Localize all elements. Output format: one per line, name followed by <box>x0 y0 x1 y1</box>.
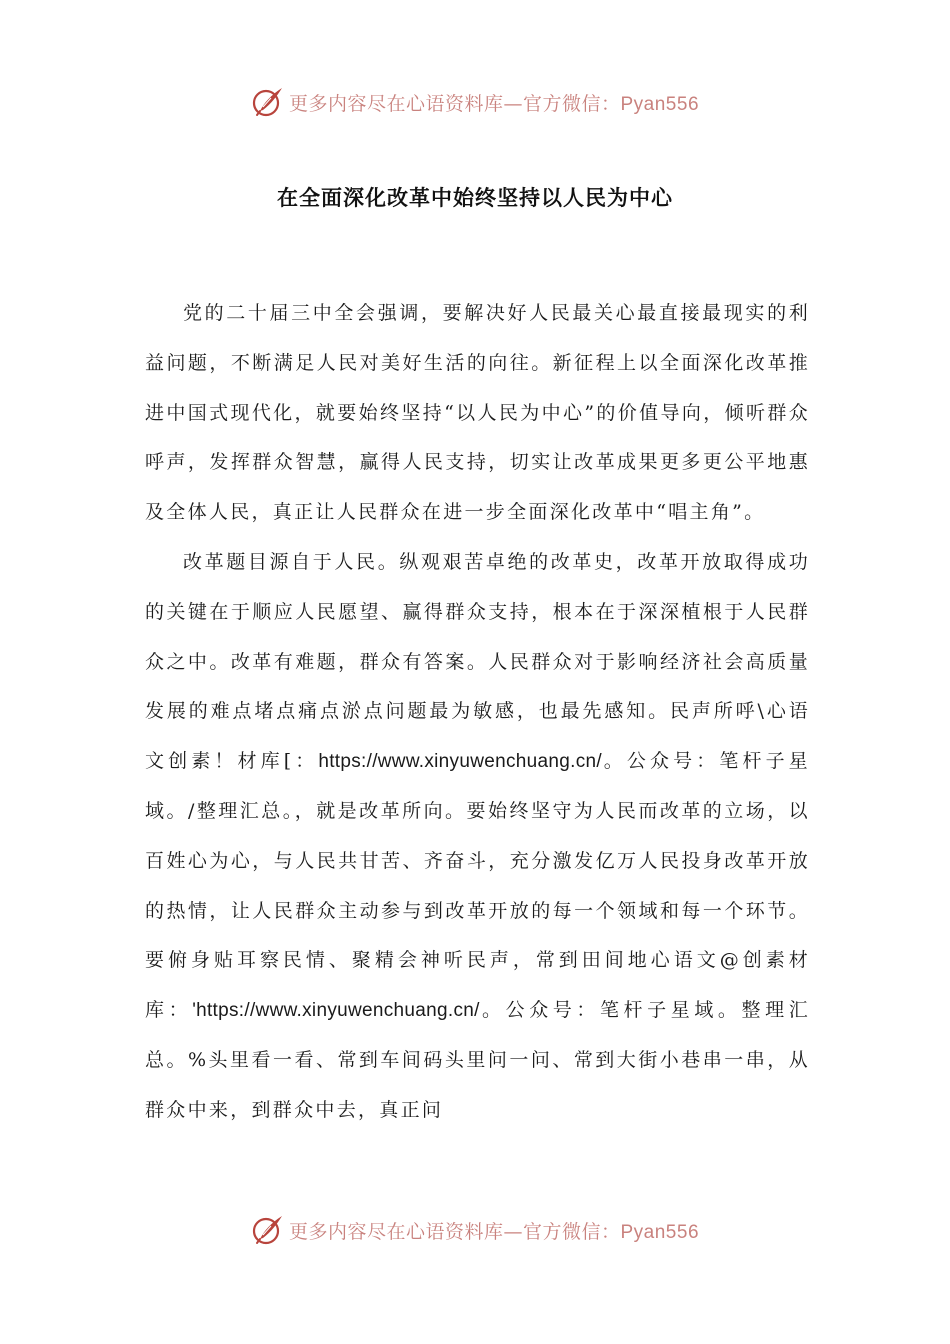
paragraph: 党的二十届三中全会强调，要解决好人民最关心最直接最现实的利益问题，不断满足人民对美好生活的向往。新征程上以全面深化改革推进中国式现代化，就要始终坚持“以人民为中心”的价值导向，倾听群众呼声，发挥群众智慧，赢得人民支持，切实让改革成果更多更公平地惠及全体人民，真正让人民群众在进一步全面深化改革中“唱主角”。 <box>145 302 810 524</box>
footer-watermark-text: 更多内容尽在心语资料库—官方微信：Pyan556 <box>288 1220 700 1243</box>
paragraph: 改革题目源自于人民。纵观艰苦卓绝的改革史，改革开放取得成功的关键在于顺应人民愿望、赢得群众支持，根本在于深深植根于人民群众之中。改革有难题，群众有答案。人民群众对于影响经济社会高质量发展的难点堵点痛点淤点问题最为敏感，也最先感知。民声所呼\心语文创素！材库[：https://www.xinyuwenchuang.cn/。公众号：笔杆子星域。/整理汇总。，就是改革所向。要始终坚守为人民而改革的立场，以百姓心为心，与人民共甘苦、齐奋斗，充分激发亿万人民投身改革开放的热情，让人民群众主动参与到改革开放的每一个领域和每一个环节。要俯身贴耳察民情、聚精会神听民声，常到田间地心语文@创素材库：'https://www.xinyuwenchuang.cn/。公众号：笔杆子星域。整理汇总。%头里看一看、常到车间码头里问一问、常到大街小巷串一串，从群众中来，到群众中去，真正问 <box>145 550 810 1121</box>
document-body <box>145 289 810 1136</box>
footer-watermark-banner <box>0 1210 950 1250</box>
quill-logo-icon <box>251 1213 285 1247</box>
source-url: 'https://www.xinyuwenchuang.cn/ <box>192 1000 480 1022</box>
source-url: https://www.xinyuwenchuang.cn/ <box>318 751 602 773</box>
document-title: 在全面深化改革中始终坚持以人民为中心 <box>277 186 673 210</box>
wechat-id: Pyan556 <box>620 93 700 115</box>
header-watermark-banner <box>0 82 950 122</box>
wechat-id: Pyan556 <box>620 1221 700 1243</box>
quill-logo-icon <box>251 85 285 119</box>
header-watermark-text: 更多内容尽在心语资料库—官方微信：Pyan556 <box>288 92 700 115</box>
